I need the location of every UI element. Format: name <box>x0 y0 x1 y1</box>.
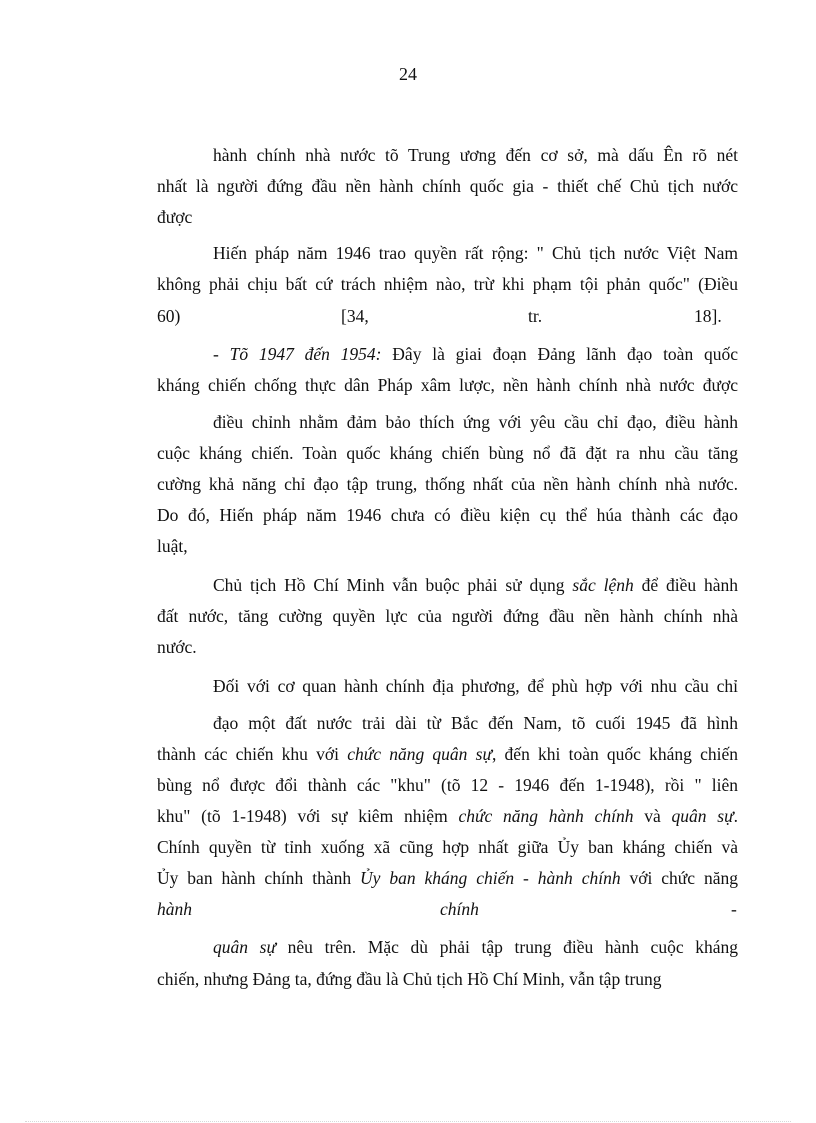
paragraph-line: cuộc kháng chiến. Toàn quốc kháng chiến bùng nổ đã đặt ra nhu cầu tăng <box>157 443 738 463</box>
paragraph-line: nước. <box>157 637 197 657</box>
paragraph-line <box>213 935 738 959</box>
text-run: để điều hành <box>633 575 738 595</box>
text-run: . <box>733 806 738 826</box>
text-run: với chức năng <box>620 868 738 888</box>
text-run: , đến khi toàn quốc kháng chiến <box>491 744 738 764</box>
paragraph-line: Do đó, Hiến pháp năm 1946 chưa có điều kiện cụ thể húa thành các đạo <box>157 505 738 525</box>
text-run: khu" (tõ 1-1948) với sự kiêm nhiệm <box>157 806 459 826</box>
italic-term: hành <box>157 899 192 919</box>
text-run: Chủ tịch Hồ Chí Minh vẫn buộc phải sử dụng <box>213 575 573 595</box>
paragraph-line: luật, <box>157 536 188 556</box>
italic-term: quân sự <box>213 937 277 957</box>
text-run: và <box>633 806 672 826</box>
dash-mark: - <box>731 899 737 919</box>
paragraph-line: Chính quyền từ tỉnh xuống xã cũng hợp nhất giữa Ủy ban kháng chiến và <box>157 837 738 857</box>
italic-term: chức năng hành chính <box>458 806 634 826</box>
paragraph-line: đạo một đất nước trải dài từ Bắc đến Nam, tõ cuối 1945 đã hình <box>213 713 738 733</box>
paragraph-line: cường khả năng chỉ đạo tập trung, thống nhất của nền hành chính nhà nước. <box>157 474 738 494</box>
paragraph-line <box>213 342 738 366</box>
citation-part: tr. <box>528 306 543 326</box>
italic-term: chức năng quân sự <box>347 744 492 764</box>
paragraph-line: không phải chịu bất cứ trách nhiệm nào, trừ khi phạm tội phản quốc" (Điều <box>157 274 738 294</box>
text-run: nêu trên. Mặc dù phải tập trung điều hành cuộc kháng <box>276 937 739 957</box>
text-run: thành các chiến khu với <box>157 744 348 764</box>
paragraph-line: kháng chiến chống thực dân Pháp xâm lược, nền hành chính nhà nước được <box>157 375 738 395</box>
paragraph-line <box>157 742 738 766</box>
paragraph-line: đất nước, tăng cường quyền lực của người đứng đầu nền hành chính nhà <box>157 606 738 626</box>
paragraph-line: bùng nổ được đổi thành các "khu" (tõ 12 - 1946 đến 1-1948), rồi " liên <box>157 775 738 795</box>
paragraph-line: hành chính nhà nước tõ Trung ương đến cơ sở, mà dấu Ên rõ nét <box>213 145 738 165</box>
italic-term: sắc lệnh <box>572 575 634 595</box>
citation-part: 18]. <box>694 306 722 326</box>
section-heading-italic: - Tõ 1947 đến 1954: <box>213 344 382 364</box>
paragraph-line <box>157 866 738 890</box>
italic-term: chính <box>440 899 479 919</box>
paragraph-line <box>213 573 738 597</box>
italic-term: quân sự <box>671 806 734 826</box>
paragraph-line: chiến, nhưng Đảng ta, đứng đầu là Chủ tịch Hồ Chí Minh, vẫn tập trung <box>157 969 662 989</box>
paragraph-line: nhất là người đứng đầu nền hành chính quốc gia - thiết chế Chủ tịch nước <box>157 176 738 196</box>
italic-term: Ủy ban kháng chiến - hành chính <box>360 868 621 888</box>
text-run: Ủy ban hành chính thành <box>157 868 361 888</box>
paragraph-line: được <box>157 207 193 227</box>
citation-part: [34, <box>341 306 369 326</box>
paragraph-line <box>157 804 738 828</box>
citation-part: 60) <box>157 306 181 326</box>
text-run: Đây là giai đoạn Đảng lãnh đạo toàn quốc <box>381 344 738 364</box>
paragraph-line: Hiến pháp năm 1946 trao quyền rất rộng: " Chủ tịch nước Việt Nam <box>213 243 738 263</box>
paragraph-line: Đối với cơ quan hành chính địa phương, để phù hợp với nhu cầu chỉ <box>213 676 738 696</box>
paragraph-line: điều chỉnh nhằm đảm bảo thích ứng với yêu cầu chỉ đạo, điều hành <box>213 412 738 432</box>
footer-divider <box>25 1121 791 1122</box>
page-number: 24 <box>399 64 417 84</box>
